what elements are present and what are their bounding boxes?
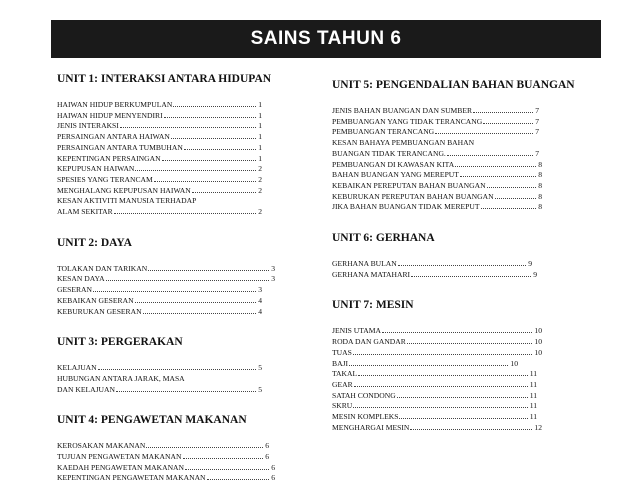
- toc-entry-page-number: 2: [258, 185, 262, 195]
- toc-entry[interactable]: [57, 264, 275, 275]
- toc-entry-text: TUAS: [332, 347, 352, 357]
- dot-leader: [207, 479, 270, 480]
- toc-entry[interactable]: [332, 160, 542, 171]
- dot-leader: [183, 458, 264, 459]
- toc-entry[interactable]: [57, 363, 262, 374]
- toc-entry[interactable]: [332, 348, 542, 359]
- toc-entry-page-number: 11: [529, 379, 537, 389]
- toc-entry-text: BAHAN BUANGAN YANG MEREPUT: [332, 170, 459, 180]
- toc-entry-page-number: 3: [271, 263, 275, 273]
- unit-title: UNIT 5: PENGENDALIAN BAHAN BUANGAN: [332, 79, 575, 91]
- toc-entry-page-number: 8: [538, 180, 542, 190]
- toc-entry-page-number: 1: [258, 142, 262, 152]
- unit-title: UNIT 4: PENGAWETAN MAKANAN: [57, 414, 247, 427]
- toc-entry[interactable]: [332, 380, 537, 391]
- toc-entry-text: TOLAKAN DAN TARIKAN: [57, 263, 148, 273]
- dot-leader: [120, 127, 256, 128]
- toc-entry[interactable]: [57, 111, 262, 122]
- toc-entry-page-number: 4: [258, 306, 262, 316]
- dot-leader: [93, 291, 256, 292]
- toc-entry[interactable]: [332, 337, 542, 348]
- dot-leader: [184, 149, 256, 150]
- dot-leader: [455, 166, 536, 167]
- toc-entry-page-number: 2: [258, 174, 262, 184]
- dot-leader: [164, 117, 257, 118]
- dot-leader: [460, 176, 536, 177]
- toc-entry[interactable]: [332, 326, 542, 337]
- toc-entry-page-number: 11: [529, 390, 537, 400]
- toc-entry[interactable]: [332, 391, 537, 402]
- toc-entry[interactable]: [332, 202, 542, 213]
- toc-entry[interactable]: [332, 369, 537, 380]
- toc-entry-page-number: 6: [265, 441, 269, 451]
- toc-entry[interactable]: [332, 117, 539, 128]
- dot-leader: [98, 369, 257, 370]
- toc-entry-text: PERSAINGAN ANTARA HAIWAN: [57, 132, 170, 142]
- toc-entry-text: GEAR: [332, 379, 353, 389]
- dot-leader: [410, 429, 532, 430]
- toc-entry-page-number: 8: [538, 170, 542, 180]
- toc-entry-text: KEPENTINGAN PENGAWETAN MAKANAN: [57, 473, 206, 483]
- toc-entry-text: KESAN BAHAYA PEMBUANGAN BAHAN: [332, 138, 475, 148]
- dot-leader: [435, 133, 533, 134]
- dot-leader: [114, 213, 256, 214]
- toc-left-column: [57, 72, 287, 502]
- toc-entry-page-number: 11: [529, 369, 537, 379]
- toc-entry[interactable]: [57, 374, 287, 385]
- toc-entry-text: JENIS INTERAKSI: [57, 121, 119, 131]
- dot-leader: [495, 198, 537, 199]
- unit-title: UNIT 6: GERHANA: [332, 232, 435, 245]
- toc-entry-page-number: 1: [258, 100, 262, 109]
- toc-entry-page-number: 10: [534, 347, 542, 357]
- toc-entry-text: SKRU: [332, 401, 353, 411]
- toc-entry-page-number: 4: [258, 295, 262, 305]
- dot-leader: [148, 270, 269, 271]
- dot-leader: [382, 332, 532, 333]
- toc-entry-text: PERSAINGAN ANTARA TUMBUHAN: [57, 142, 183, 152]
- toc-unit: [57, 72, 287, 218]
- toc-entry-page-number: 2: [258, 164, 262, 174]
- toc-entry[interactable]: [332, 170, 542, 181]
- toc-entry-text: KEBAIKAN GESERAN: [57, 295, 134, 305]
- toc-entry[interactable]: [57, 154, 262, 165]
- toc-entry[interactable]: [57, 452, 269, 463]
- dot-leader: [407, 343, 533, 344]
- toc-entry-list: [332, 106, 574, 213]
- toc-entry[interactable]: [57, 307, 262, 318]
- toc-entry-page-number: 12: [534, 422, 542, 432]
- unit-title: UNIT 2: DAYA: [57, 236, 132, 249]
- toc-entry[interactable]: [57, 175, 262, 186]
- dot-leader: [171, 138, 256, 139]
- dot-leader: [154, 181, 256, 182]
- toc-entry[interactable]: [57, 463, 275, 474]
- toc-entry-text: KESAN AKTIVITI MANUSIA TERHADAP: [57, 196, 197, 206]
- toc-entry-text: ALAM SEKITAR: [57, 207, 113, 217]
- toc-entry-list: [57, 441, 287, 484]
- toc-entry[interactable]: [332, 423, 542, 434]
- toc-entry[interactable]: [57, 296, 262, 307]
- dot-leader: [135, 302, 257, 303]
- toc-right-column: [332, 72, 574, 451]
- toc-entry[interactable]: [332, 192, 542, 203]
- toc-entry-page-number: 11: [529, 401, 537, 411]
- dot-leader: [358, 375, 528, 376]
- dot-leader: [192, 192, 256, 193]
- dot-leader: [447, 155, 533, 156]
- toc-entry-text: JENIS UTAMA: [332, 326, 381, 336]
- toc-entry[interactable]: [332, 127, 539, 138]
- dot-leader: [143, 313, 257, 314]
- toc-unit: [332, 298, 574, 433]
- toc-unit: [332, 231, 574, 280]
- toc-entry-text: TUJUAN PENGAWETAN MAKANAN: [57, 452, 182, 462]
- toc-entry[interactable]: [57, 121, 262, 132]
- toc-entry-page-number: 2: [258, 207, 262, 217]
- toc-entry-page-number: 6: [265, 452, 269, 462]
- toc-entry-text: KEROSAKAN MAKANAN: [57, 441, 146, 451]
- toc-entry-text: BUANGAN TIDAK TERANCANG.: [332, 148, 446, 158]
- toc-unit: [57, 335, 287, 395]
- toc-entry-text: GERHANA MATAHARI: [332, 269, 411, 279]
- dot-leader: [473, 112, 533, 113]
- toc-entry-text: KEBURUKAN PEREPUTAN BAHAN BUANGAN: [332, 191, 494, 201]
- toc-entry[interactable]: [57, 285, 262, 296]
- toc-entry-list: [332, 259, 574, 280]
- toc-entry-text: KEPUPUSAN HAIWAN: [57, 164, 135, 174]
- toc-entry[interactable]: [332, 270, 537, 281]
- dot-leader: [353, 354, 533, 355]
- dot-leader: [354, 386, 528, 387]
- toc-entry-text: KAEDAH PENGAWETAN MAKANAN: [57, 462, 185, 472]
- toc-entry-page-number: 5: [258, 363, 262, 373]
- dot-leader: [185, 469, 269, 470]
- toc-entry-text: KEBURUKAN GESERAN: [57, 306, 142, 316]
- dot-leader: [116, 391, 256, 392]
- toc-entry[interactable]: [57, 441, 269, 452]
- toc-entry[interactable]: [57, 132, 262, 143]
- toc-entry[interactable]: [332, 401, 537, 412]
- toc-entry-page-number: 3: [258, 285, 262, 295]
- toc-entry-text: DAN KELAJUAN: [57, 384, 116, 394]
- dot-leader: [146, 447, 263, 448]
- toc-entry-page-number: 9: [533, 269, 537, 279]
- dot-leader: [399, 418, 527, 419]
- toc-entry-page-number: 10: [534, 326, 542, 336]
- toc-entry-page-number: 7: [535, 127, 539, 137]
- toc-entry[interactable]: [57, 385, 262, 396]
- toc-entry-text: MENGHARGAI MESIN: [332, 422, 410, 432]
- toc-unit: [57, 413, 287, 484]
- toc-entry-page-number: 11: [529, 412, 537, 422]
- page-title-banner: [51, 20, 601, 58]
- toc-entry[interactable]: [332, 138, 574, 149]
- toc-entry-text: KESAN DAYA: [57, 274, 105, 284]
- toc-entry[interactable]: [57, 143, 262, 154]
- toc-entry-text: SATAH CONDONG: [332, 390, 396, 400]
- toc-entry-text: MENGHALANG KEPUPUSAN HAIWAN: [57, 185, 191, 195]
- toc-entry-text: GESERAN: [57, 285, 93, 295]
- toc-entry-text: SPESIES YANG TERANCAM: [57, 174, 153, 184]
- toc-entry[interactable]: [332, 259, 532, 270]
- toc-entry-text: JIKA BAHAN BUANGAN TIDAK MEREPUT: [332, 202, 480, 212]
- dot-leader: [483, 123, 533, 124]
- toc-entry-text: GERHANA BULAN: [332, 259, 397, 269]
- toc-unit: [332, 78, 574, 213]
- dot-leader: [349, 365, 508, 366]
- toc-entry[interactable]: [332, 181, 542, 192]
- toc-entry[interactable]: [57, 274, 275, 285]
- page-title: SAINS TAHUN 6: [250, 28, 402, 49]
- toc-entry[interactable]: [57, 473, 275, 484]
- toc-entry-text: KELAJUAN: [57, 363, 97, 373]
- toc-entry-page-number: 8: [538, 202, 542, 212]
- toc-entry-page-number: 8: [538, 159, 542, 169]
- dot-leader: [411, 276, 531, 277]
- toc-entry-list: [57, 100, 287, 218]
- toc-entry-page-number: 10: [510, 358, 518, 368]
- toc-entry-page-number: 9: [528, 259, 532, 269]
- toc-entry-text: RODA DAN GANDAR: [332, 337, 406, 347]
- toc-entry-text: TAKAL: [332, 369, 358, 379]
- toc-entry-text: BAJI: [332, 358, 349, 368]
- toc-entry-page-number: 3: [271, 274, 275, 284]
- toc-entry-list: [57, 363, 287, 395]
- toc-entry-page-number: 7: [535, 106, 539, 115]
- toc-entry[interactable]: [57, 196, 287, 207]
- unit-title: UNIT 1: INTERAKSI ANTARA HIDUPAN: [57, 73, 272, 85]
- toc-entry-text: HUBUNGAN ANTARA JARAK, MASA: [57, 373, 185, 383]
- toc-entry-text: KEPENTINGAN PERSAINGAN: [57, 153, 161, 163]
- toc-entry-page-number: 10: [534, 337, 542, 347]
- toc-entry[interactable]: [57, 164, 262, 175]
- toc-entry-text: JENIS BAHAN BUANGAN DAN SUMBER: [332, 106, 473, 115]
- toc-entry-page-number: 1: [258, 110, 262, 120]
- toc-entry-text: MESIN KOMPLEKS: [332, 412, 399, 422]
- dot-leader: [397, 397, 528, 398]
- toc-entry-text: HAIWAN HIDUP BERKUMPULAN: [57, 100, 173, 109]
- toc-entry-page-number: 1: [258, 132, 262, 142]
- toc-entry[interactable]: [57, 100, 262, 111]
- toc-entry-text: KEBAIKAN PEREPUTAN BAHAN BUANGAN: [332, 180, 486, 190]
- toc-entry-page-number: 7: [535, 148, 539, 158]
- toc-unit: [57, 236, 287, 318]
- toc-entry-page-number: 8: [538, 191, 542, 201]
- dot-leader: [398, 265, 526, 266]
- toc-entry[interactable]: [332, 106, 539, 117]
- toc-entry-page-number: 5: [258, 384, 262, 394]
- toc-entry-text: PEMBUANGAN DI KAWASAN KITA: [332, 159, 455, 169]
- unit-title: UNIT 7: MESIN: [332, 299, 414, 312]
- toc-entry-list: [332, 326, 574, 433]
- toc-entry-page-number: 1: [258, 121, 262, 131]
- toc-entry-list: [57, 264, 287, 318]
- dot-leader: [353, 407, 527, 408]
- toc-entry-text: PEMBUANGAN TERANCANG: [332, 127, 435, 137]
- toc-entry[interactable]: [332, 149, 539, 160]
- unit-title: UNIT 3: PERGERAKAN: [57, 336, 183, 349]
- toc-entry[interactable]: [332, 412, 537, 423]
- toc-entry-page-number: 1: [258, 153, 262, 163]
- dot-leader: [487, 187, 537, 188]
- dot-leader: [173, 106, 256, 107]
- dot-leader: [106, 280, 270, 281]
- toc-entry-text: HAIWAN HIDUP MENYENDIRI: [57, 110, 163, 120]
- toc-entry-page-number: 7: [535, 116, 539, 126]
- toc-entry[interactable]: [57, 207, 262, 218]
- toc-entry-page-number: 6: [271, 473, 275, 483]
- dot-leader: [135, 170, 256, 171]
- toc-entry-text: PEMBUANGAN YANG TIDAK TERANCANG: [332, 116, 483, 126]
- toc-entry[interactable]: [57, 186, 262, 197]
- dot-leader: [162, 160, 257, 161]
- dot-leader: [481, 208, 537, 209]
- toc-entry[interactable]: [332, 359, 518, 370]
- toc-entry-page-number: 6: [271, 462, 275, 472]
